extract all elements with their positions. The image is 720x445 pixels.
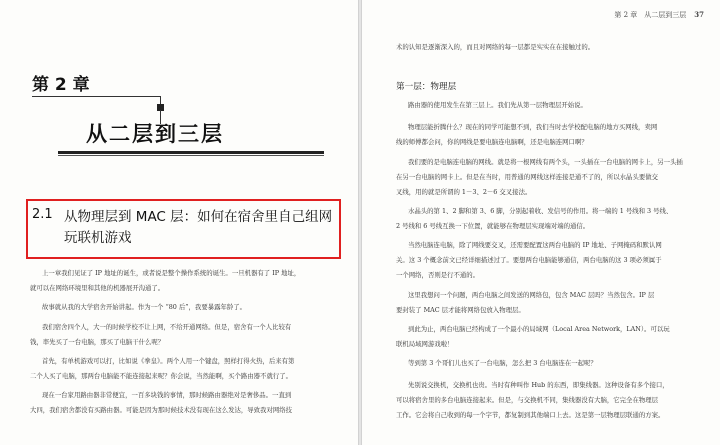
text-line: 这里我想问一个问题，两台电脑之间发送的网络包，包含 MAC 层吗？当然包含。IP 层	[408, 291, 655, 299]
intro-paragraph	[396, 40, 696, 55]
text-line: 大四，我们宿舍都没有买路由器。可能是因为那时候技术没有现在这么发达，导致我对网络技	[30, 406, 293, 414]
text-line: 到此为止，两台电脑已经构成了一个最小的局域网（Local Area Network，LAN）。可以玩	[408, 325, 670, 333]
running-head	[614, 10, 704, 20]
text-line: 联机局域网游戏啦！	[396, 340, 454, 348]
paragraph-2	[396, 120, 696, 150]
paragraph-3	[396, 155, 696, 200]
text-line: 二个人买了电脑，那两台电脑能不能连接起来呢？你会说，当然能啊，买个路由器不就行了。	[30, 372, 293, 380]
section-title: 从物理层到 MAC 层：如何在宿舍里自己组网玩联机游戏	[64, 209, 333, 246]
paragraph-1	[30, 266, 332, 296]
section-subheading: 第一层：物理层	[396, 82, 457, 92]
text-line: 工作。它会将自己收到的每一个字节，都复制到其他端口上去。这是第一层物理层联通的方案。	[396, 411, 665, 419]
paragraph-5	[30, 388, 332, 418]
paragraph-4	[396, 204, 696, 234]
left-page	[0, 0, 358, 445]
paragraph-1	[396, 98, 696, 113]
text-line: 2 号线和 6 号线互换一下位置，就能够在物理层实现端对端的通信。	[396, 222, 590, 230]
right-page	[362, 0, 720, 445]
text-line: 现在一台家用路由器非常便宜，一百多块钱的事情，那时候路由器绝对是奢侈品。一直到	[42, 391, 292, 399]
text-line: 故事就从我的大学宿舍开始讲起。作为一个 “80 后”，我要暴露年龄了。	[42, 303, 247, 311]
text-line: 路由器的使用发生在第三层上。我们先从第一层物理层开始说。	[408, 101, 587, 109]
text-line: 线的师傅都会问，你的网线是要电脑连电脑啊，还是电脑连网口啊？	[396, 138, 588, 146]
text-line: 当然电脑连电脑，除了网线要交叉，还需要配置这两台电脑的 IP 地址、子网掩码和默认网	[408, 241, 662, 249]
text-line: 可以将宿舍里的多台电脑连接起来。但是，与交换机不同，集线器没有大脑，它完全在物理层	[396, 396, 659, 404]
chapter-number: 第 2 章	[32, 75, 90, 95]
paragraph-5	[396, 238, 696, 283]
text-line: 关。这 3 个概念前文已经详细描述过了。要想两台电脑能够通信，两台电脑的这 3 项必须属于	[396, 256, 662, 264]
paragraph-2	[30, 300, 332, 315]
text-line: 等到第 3 个哥们儿也买了一台电脑，怎么把 3 台电脑连在一起呢？	[408, 359, 597, 367]
text-line: 先别说交换机，交换机也贵。当时有种叫作 Hub 的东西，即集线器。这种设备有多个接口，	[408, 381, 669, 389]
text-line: 我们宿舍四个人，大一的时候学校不让上网，不给开通网络。但是，宿舍有一个人比较有	[42, 323, 292, 331]
text-line: 叉线，用的就是所谓的 1－3、2－6 交叉接法。	[396, 188, 532, 196]
paragraph-7	[396, 322, 696, 352]
text-line: 水晶头的第 1、2 脚和第 3、6 脚，分别起着收、发信号的作用。将一端的 1 号线和 3 号线、	[408, 207, 673, 215]
text-line: 就可以在网络环境里和其他的机器展开沟通了。	[30, 284, 165, 292]
text-line: 一个网络，否则是行不通的。	[396, 271, 480, 279]
page-number: 37	[694, 10, 704, 19]
paragraph-9	[396, 378, 696, 423]
text-line: 上一章我们见证了 IP 地址的诞生，或者说是整个操作系统的诞生。一旦机器有了 IP 地址，	[42, 269, 301, 277]
section-number: 2.1	[32, 207, 53, 222]
text-line: 术的认知是逐渐深入的，而且对网络的每一层都是实实在在接触过的。	[396, 43, 595, 51]
paragraph-4	[30, 354, 332, 384]
text-line: 我们要的是电脑连电脑的网线。就是将一根网线有两个头，一头插在一台电脑的网卡上，另一头插	[408, 158, 683, 166]
chapter-title: 从二层到三层	[86, 122, 224, 146]
paragraph-8	[396, 356, 696, 371]
text-line: 要封装了 MAC 层才能将网络包放入物理层。	[396, 306, 525, 314]
running-head-chapter: 第 2 章 从二层到三层	[614, 11, 687, 19]
paragraph-6	[396, 288, 696, 318]
text-line: 首先，有单机游戏可以打，比如说《拳皇》。两个人用一个键盘，照样打得火热，后来有第	[42, 357, 295, 365]
chapter-underline-thin	[58, 155, 324, 156]
text-line: 物理层能折腾什么？现在的同学可能想不到，我们当时去学校配电脑的地方买网线，卖网	[408, 123, 658, 131]
paragraph-3	[30, 320, 332, 350]
text-line: 在另一台电脑的网卡上。但是在当时，用普通的网线这样连接是通不了的，所以水晶头要做交	[396, 173, 659, 181]
text-line: 钱，率先买了一台电脑，那买了电脑干什么呢？	[30, 338, 165, 346]
chapter-rule	[32, 96, 160, 97]
chapter-underline	[58, 151, 324, 154]
